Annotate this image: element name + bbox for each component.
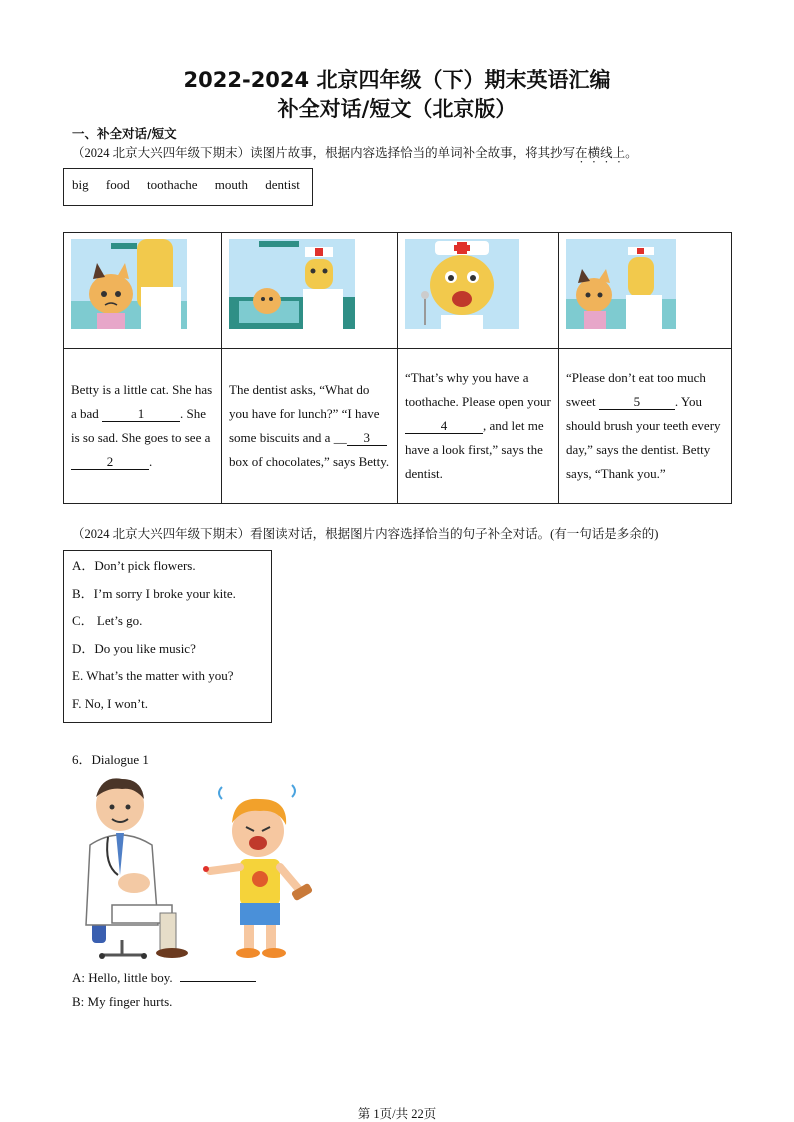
option-b: B．I’m sorry I broke your kite. [72,585,236,601]
option-e: E. What’s the matter with you? [72,668,234,683]
page-footer: 第 1页/共 22页 [357,1107,437,1121]
dialogue-blank[interactable] [180,981,256,982]
word-bank [63,168,313,206]
answer-blank-5[interactable]: 5 [599,394,675,410]
word-bank-item: food [105,177,130,192]
instruction-main: （2024 北京大兴四年级下期末）读图片故事，根据内容选择恰当的单词补全故事，将其抄写 [72,146,576,160]
option-a: A．Don’t pick flowers. [72,558,196,573]
panel-image-cell-2 [222,233,398,349]
cat-and-dentist-illustration [566,239,676,329]
option-d: D．Do you like music? [72,640,196,656]
word-bank-item: dentist [265,177,300,192]
panel-text-4: “Please don’t eat too much sweet 5 . You should brush your teeth every day,” says the dentist. Betty says, “Thank you.” [559,349,732,504]
section2-instruction: （2024 北京大兴四年级下期末）看图读对话，根据图片内容选择恰当的句子补全对话。(有一句话是多余的) [72,527,659,541]
dentist-talking-illustration [229,239,355,329]
instruction-dotted: 在横线上 [575,146,626,160]
answer-blank-2[interactable]: 2 [71,454,149,470]
doctor-and-boy-illustration [82,775,332,960]
dialogue-title: 6．Dialogue 1 [72,752,149,767]
section1-instruction [72,143,638,166]
cat-patient-illustration [71,239,187,329]
page-title-line-1: 2022-2024 北京四年级（下）期末英语汇编 [183,68,611,92]
answer-blank-4[interactable]: 4 [405,418,483,434]
word-bank-item: toothache [146,177,198,192]
panel-image-cell-1 [64,233,222,349]
option-c: C． Let’s go. [72,613,143,628]
panel-text-3: “That’s why you have a toothache. Please open your 4 , and let me have a look first,” says the dentist. [398,349,559,504]
answer-blank-1[interactable]: 1 [102,406,180,422]
dialogue-line-b: B: My finger hurts. [72,994,173,1009]
section-heading: 一、补全对话/短文 [72,126,177,141]
page-title-line-2: 补全对话/短文（北京版） [277,97,517,121]
answer-blank-3[interactable]: 3 [347,430,387,446]
panel-image-cell-3 [398,233,559,349]
word-bank-item: mouth [214,177,248,192]
dialogue-line-a: A: Hello, little boy. [72,970,256,986]
instruction-end: 。 [625,146,638,160]
panel-text-1: Betty is a little cat. She has a bad 1 . She is so sad. She goes to see a 2 . [64,349,222,504]
dentist-closeup-illustration [405,239,519,329]
panel-text-2: The dentist asks, “What do you have for lunch?” “I have some biscuits and a __ 3 box of chocolates,” says Betty. [222,349,398,504]
option-f: F. No, I won’t. [72,695,149,711]
story-table [63,232,732,504]
word-bank-item: big [72,177,89,192]
panel-image-cell-4 [559,233,732,349]
options-box [63,550,272,723]
